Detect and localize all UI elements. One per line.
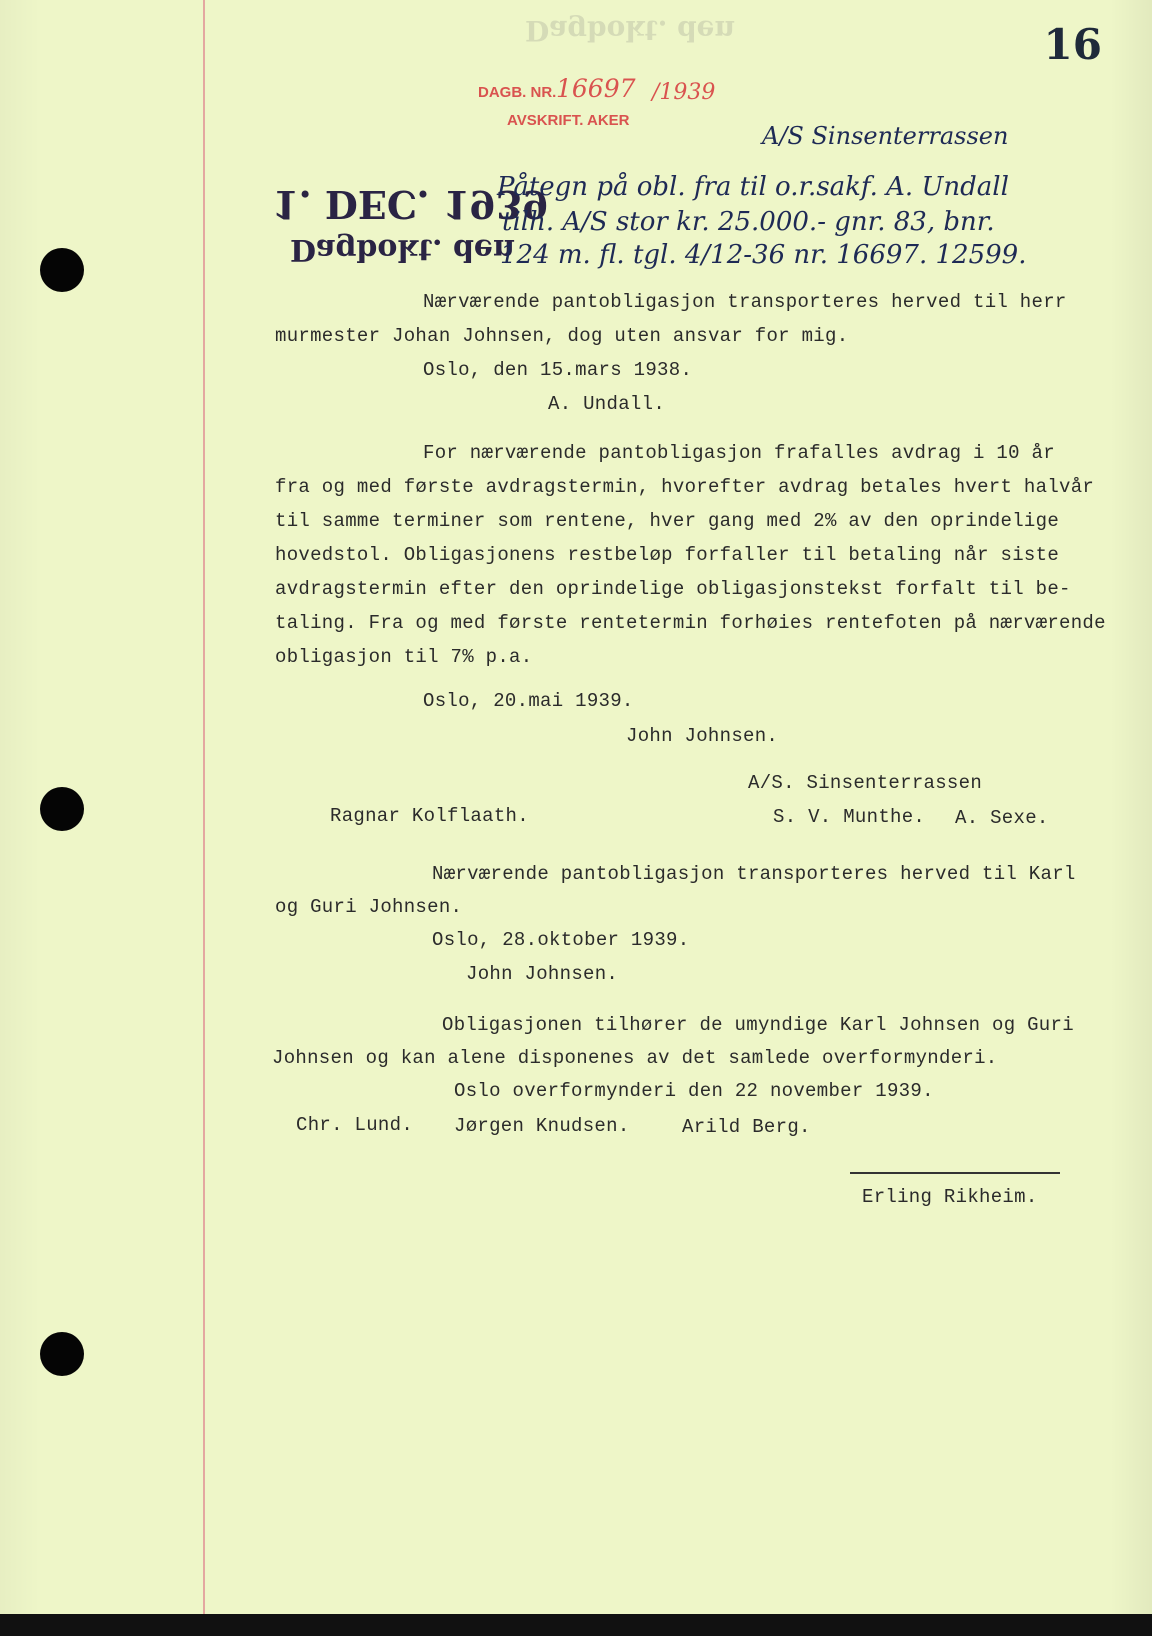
signature-rule (850, 1172, 1060, 1174)
dagb-year: /1939 (652, 80, 716, 105)
handwritten-line-1: Påtegn på obl. fra til o.r.sakf. A. Undall (497, 172, 1009, 202)
company-name: A/S. Sinsenterrassen (748, 772, 983, 794)
signature-name: John Johnsen. (466, 963, 619, 985)
avskrift-label: AVSKRIFT. AKER (507, 112, 630, 129)
signature-name: Chr. Lund. (296, 1114, 414, 1136)
margin-rule (203, 0, 205, 1614)
received-stamp-date: 1. DEC. 1939 (272, 182, 549, 227)
handwritten-line-3: 124 m. fl. tgl. 4/12-36 nr. 16697. 12599. (500, 240, 1027, 270)
page-number: 16 (1043, 20, 1102, 69)
text-line: For nærværende pantobligasjon frafalles avdrag i 10 år (423, 442, 1055, 464)
text-line: obligasjon til 7% p.a. (275, 646, 533, 668)
handwritten-line-2: tilh. A/S stor kr. 25.000.- gnr. 83, bnr. (502, 207, 995, 237)
text-line: avdragstermin efter den oprindelige obligasjonstekst forfalt til be- (275, 578, 1071, 600)
text-line: Nærværende pantobligasjon transporteres herved til Karl (432, 863, 1076, 885)
text-line: til samme terminer som rentene, hver gang med 2% av den oprindelige (275, 510, 1060, 532)
text-line: taling. Fra og med første rentetermin forhøies rentefoten på nærværende (275, 612, 1106, 634)
ghost-stamp-impression: Dagbokt. den (525, 14, 735, 47)
scan-border-bottom (0, 1614, 1152, 1636)
signature-name: John Johnsen. (626, 725, 779, 747)
text-line: Johnsen og kan alene disponenes av det samlede overformynderi. (272, 1047, 998, 1069)
text-line: fra og med første avdragstermin, hvorefter avdrag betales hvert halvår (275, 476, 1095, 498)
dagb-prefix: DAGB. NR. (478, 84, 557, 101)
date-line: Oslo, 20.mai 1939. (423, 690, 634, 712)
punch-hole-middle (40, 787, 84, 831)
signature-name: Arild Berg. (682, 1116, 811, 1138)
signature-name: A. Sexe. (955, 807, 1049, 829)
signature-name: S. V. Munthe. (773, 806, 926, 828)
signature-name: Erling Rikheim. (862, 1186, 1038, 1208)
text-line: murmester Johan Johnsen, dog uten ansvar for mig. (275, 325, 849, 347)
signature-name: A. Undall. (548, 393, 666, 415)
punch-hole-bottom (40, 1332, 84, 1376)
received-stamp-label: Dagbokt. den (290, 232, 515, 267)
text-line: hovedstol. Obligasjonens restbeløp forfaller til betaling når siste (275, 544, 1060, 566)
date-line: Oslo, 28.oktober 1939. (432, 929, 690, 951)
signature-name: Jørgen Knudsen. (454, 1115, 630, 1137)
text-line: Nærværende pantobligasjon transporteres herved til herr (423, 291, 1067, 313)
handwritten-company: A/S Sinsenterrassen (762, 122, 1009, 150)
signature-name: Ragnar Kolflaath. (330, 805, 529, 827)
text-line: og Guri Johnsen. (275, 896, 463, 918)
punch-hole-top (40, 248, 84, 292)
text-line: Obligasjonen tilhører de umyndige Karl Johnsen og Guri (442, 1014, 1074, 1036)
dagb-number: 16697 (556, 74, 636, 103)
date-line: Oslo overformynderi den 22 november 1939. (454, 1080, 934, 1102)
date-line: Oslo, den 15.mars 1938. (423, 359, 693, 381)
